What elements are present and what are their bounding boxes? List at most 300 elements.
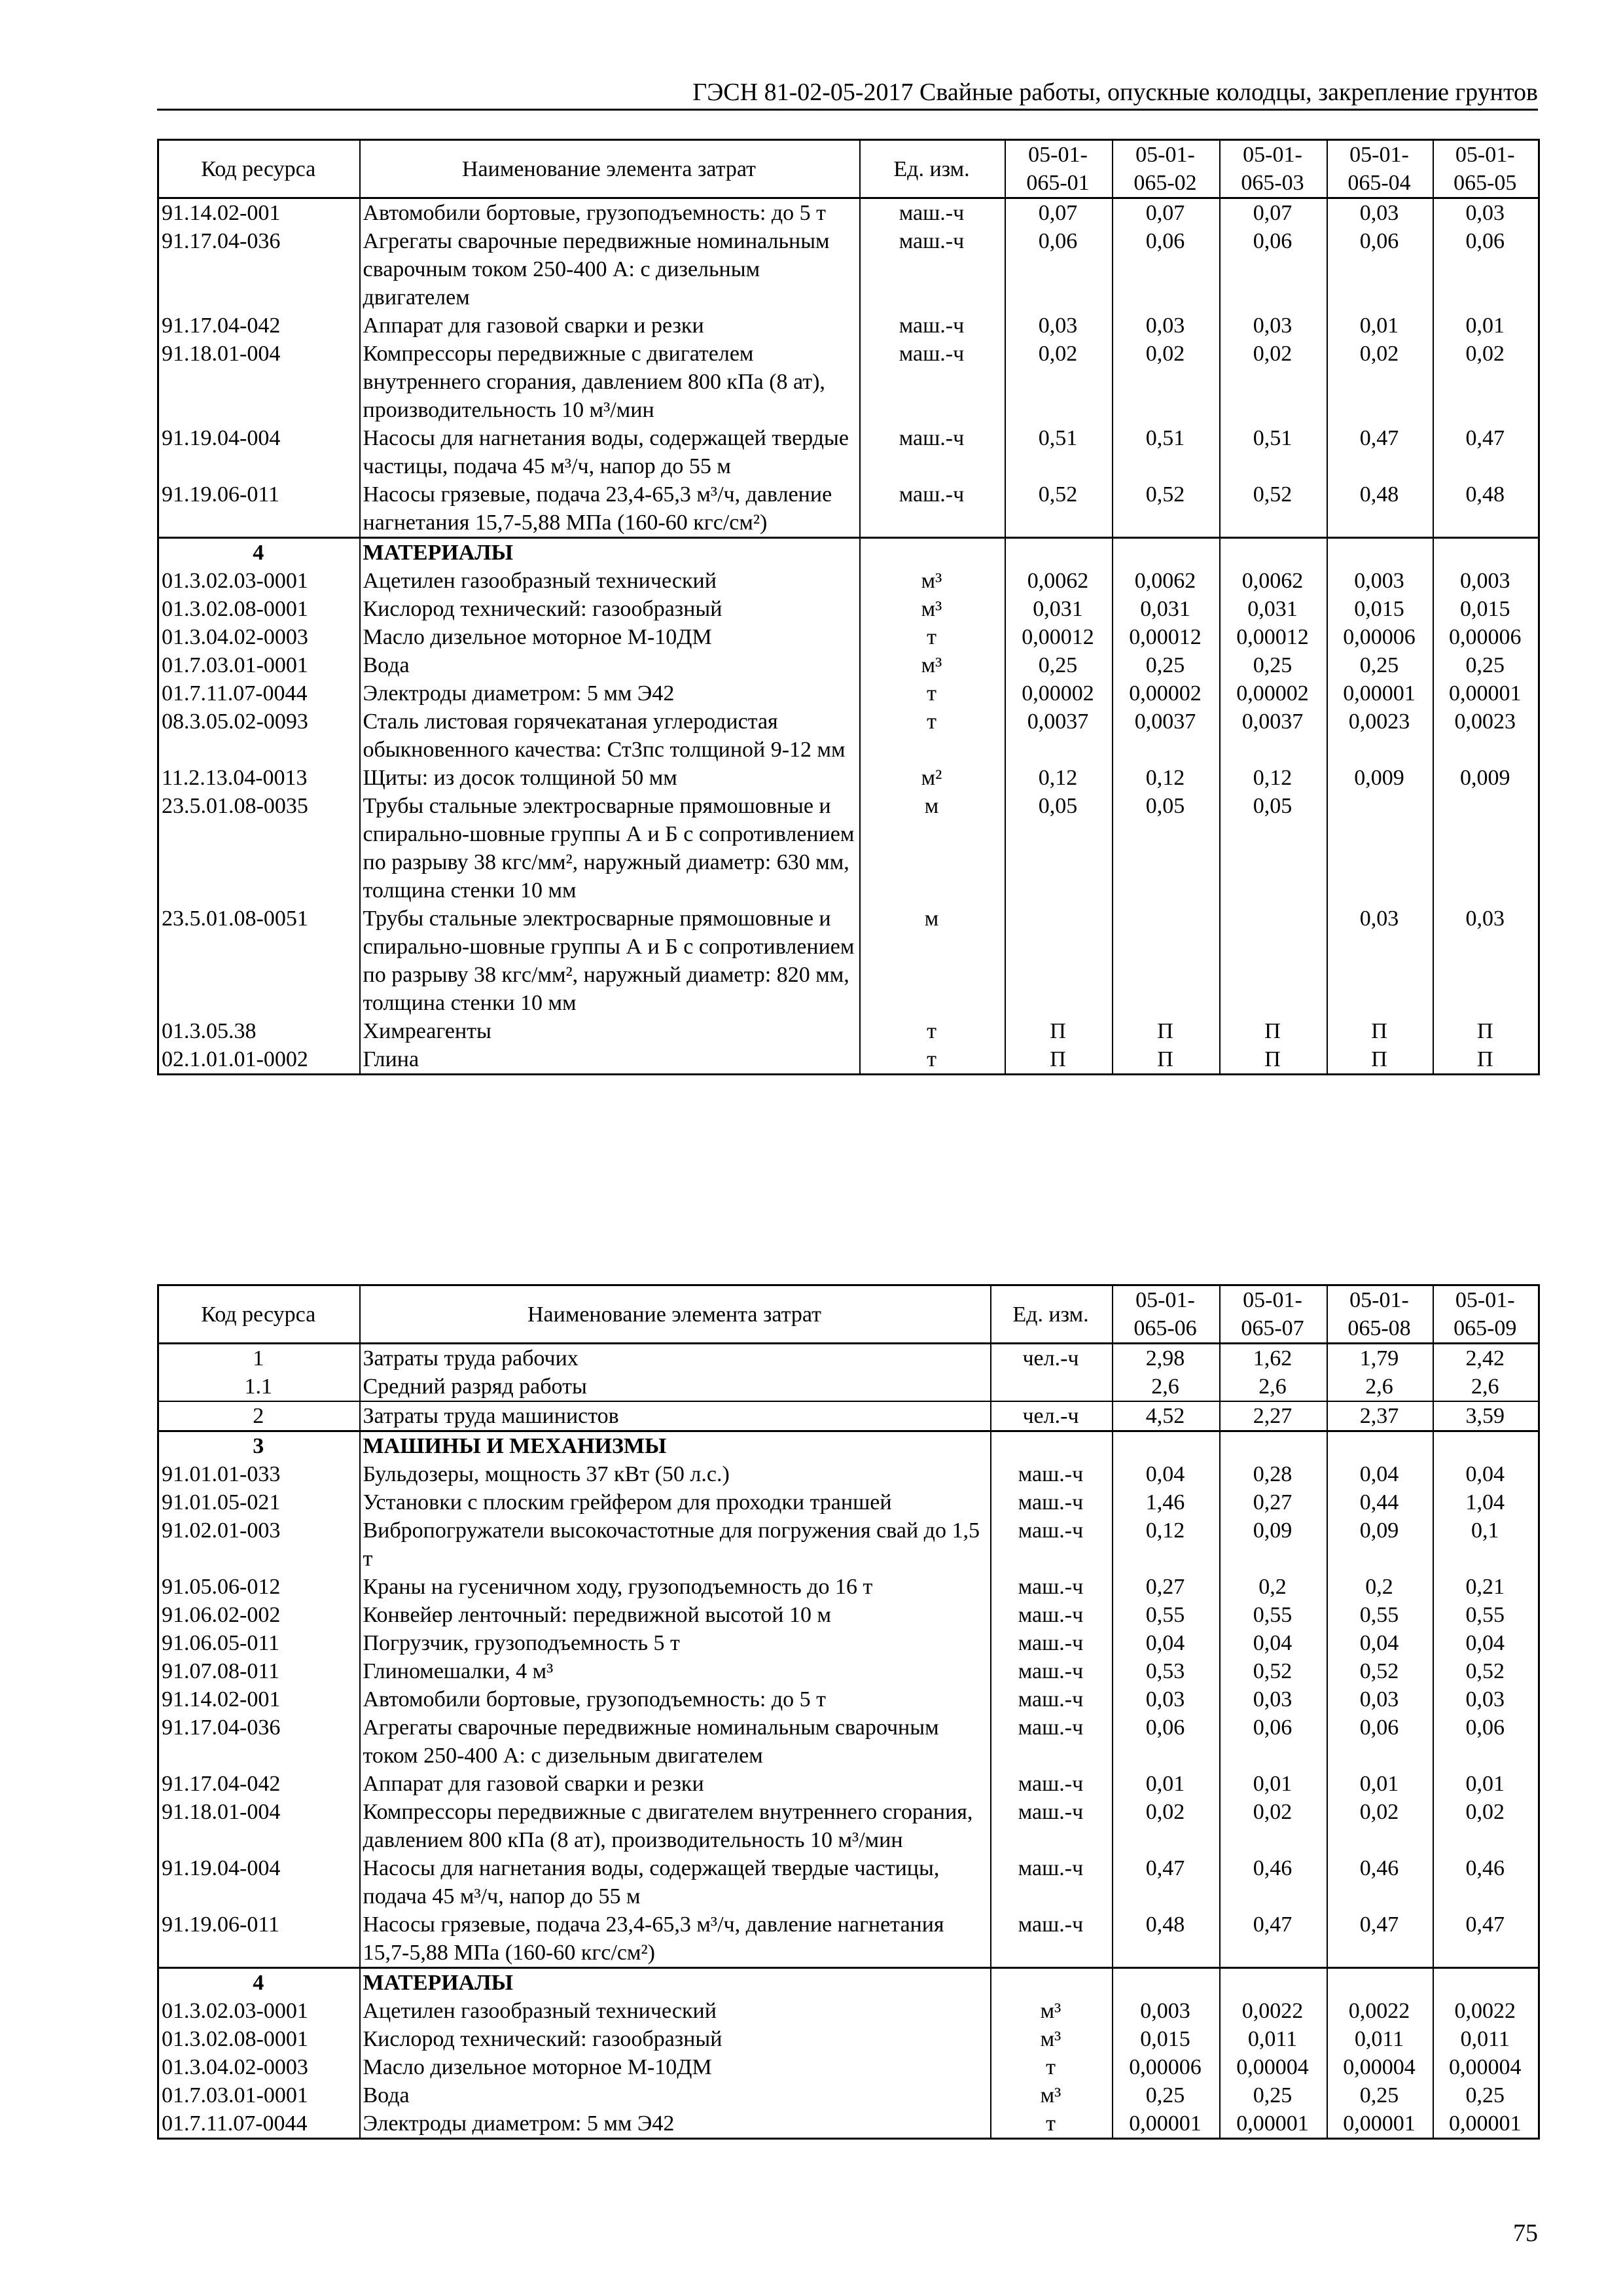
resource-value: 0,47 [1433,1910,1539,1968]
table-row [158,595,1539,623]
resource-value [1220,905,1327,1017]
resource-value: 0,0023 [1433,708,1539,764]
resource-value: 2,6 [1327,1372,1433,1401]
resource-value: 0,06 [1433,227,1539,312]
table-row [158,198,1539,228]
table-row [158,1685,1539,1713]
header-unit: Ед. изм. [991,1285,1113,1344]
resource-value: 0,02 [1327,340,1433,424]
resource-value: 0,09 [1327,1516,1433,1573]
resource-value: 0,2 [1220,1573,1327,1601]
resource-code: 01.3.02.08-0001 [162,2027,308,2051]
resource-unit: т [860,623,1005,651]
resource-unit: т [860,679,1005,708]
resource-code: 91.17.04-036 [162,229,281,253]
resource-value: 0,003 [1113,1997,1220,2025]
resource-code: 3 [158,1431,360,1461]
resource-value: 0,53 [1113,1657,1220,1685]
resource-value: 0,47 [1220,1910,1327,1968]
header-col: 05-01- 065-07 [1220,1285,1327,1344]
resource-value: 0,0062 [1220,567,1327,595]
resource-code: 01.7.03.01-0001 [162,653,308,677]
resource-value: 0,011 [1433,2025,1539,2053]
resource-unit: т [991,2053,1113,2081]
resource-value: 0,015 [1113,2025,1220,2053]
resource-code: 11.2.13.04-0013 [162,766,308,790]
header-col: 05-01- 065-06 [1113,1285,1220,1344]
resource-value: 0,03 [1327,198,1433,228]
resource-unit [991,1372,1113,1401]
resource-unit: т [860,1017,1005,1045]
resource-code: 01.3.02.03-0001 [162,569,308,593]
resource-name: Краны на гусеничном ходу, грузоподъемность до 16 т [360,1573,991,1601]
resource-value: 0,009 [1327,764,1433,792]
resource-name: Химреагенты [360,1017,860,1045]
table-row [158,1854,1539,1910]
resource-value: 0,12 [1113,764,1220,792]
resource-name: Аппарат для газовой сварки и резки [360,312,860,340]
running-header: ГЭСН 81-02-05-2017 Свайные работы, опускные колодцы, закрепление грунтов [692,79,1538,106]
table-row [158,623,1539,651]
resource-value: 0,48 [1433,480,1539,538]
resource-unit: м [860,792,1005,905]
resource-value: 0,28 [1220,1460,1327,1488]
resource-code: 91.18.01-004 [162,342,281,366]
resource-code: 01.3.05.38 [162,1019,257,1043]
resource-value: П [1220,1017,1327,1045]
table-row [158,1601,1539,1629]
resource-value: 0,55 [1220,1601,1327,1629]
resource-unit: маш.-ч [991,1488,1113,1516]
resource-name: Средний разряд работы [360,1372,991,1401]
resource-value: 0,0023 [1327,708,1433,764]
resource-value: 0,03 [1220,312,1327,340]
table-row [158,567,1539,595]
resource-value: 0,52 [1005,480,1113,538]
resource-value: 0,04 [1113,1629,1220,1657]
table-header [158,140,1539,198]
table-row [158,764,1539,792]
resource-value: 0,02 [1113,340,1220,424]
resource-name: Трубы стальные электросварные прямошовные и спирально-шовные группы А и Б с сопротивлением по разрыву 38 кгс/мм², наружный диаметр: 630 мм, толщина стенки 10 мм [360,792,860,905]
resource-value: 0,031 [1220,595,1327,623]
resource-value: 0,00012 [1220,623,1327,651]
resource-value: 0,03 [1327,905,1433,1017]
resource-value: 0,01 [1433,1770,1539,1798]
resource-code: 91.01.05-021 [162,1490,281,1515]
table-row [158,1401,1539,1431]
resource-value: 0,015 [1433,595,1539,623]
resource-unit: маш.-ч [991,1601,1113,1629]
resource-value: 0,27 [1113,1573,1220,1601]
table-row [158,1629,1539,1657]
resource-unit: т [860,708,1005,764]
resource-value: 0,27 [1220,1488,1327,1516]
resource-value: 0,51 [1005,424,1113,480]
resource-name: Компрессоры передвижные с двигателем внутреннего сгорания, давлением 800 кПа (8 ат), производительность 10 м³/мин [360,340,860,424]
resource-value: 0,47 [1113,1854,1220,1910]
resource-value: 0,12 [1220,764,1327,792]
table-row [158,1045,1539,1075]
resource-name: Автомобили бортовые, грузоподъемность: до 5 т [360,1685,991,1713]
table-row [158,792,1539,905]
resource-unit: маш.-ч [991,1798,1113,1854]
resource-name: Автомобили бортовые, грузоподъемность: до 5 т [360,198,860,228]
resource-name: МАТЕРИАЛЫ [360,1968,991,1998]
table-row [158,312,1539,340]
resource-name: Трубы стальные электросварные прямошовные и спирально-шовные группы А и Б с сопротивлением по разрыву 38 кгс/мм², наружный диаметр: 820 мм, толщина стенки 10 мм [360,905,860,1017]
table-row [158,1488,1539,1516]
header-col: 05-01- 065-08 [1327,1285,1433,1344]
resource-value: 0,04 [1327,1460,1433,1488]
resource-value: 0,25 [1433,651,1539,679]
resource-code: 91.18.01-004 [162,1800,281,1824]
table-row [158,424,1539,480]
table-row [158,1344,1539,1373]
resource-unit: маш.-ч [860,480,1005,538]
resource-value [1005,538,1113,567]
resource-value: 0,0022 [1433,1997,1539,2025]
resource-value: 0,03 [1113,312,1220,340]
resource-value [1113,905,1220,1017]
resource-value: П [1005,1045,1113,1075]
resource-value: 0,0022 [1220,1997,1327,2025]
resource-value: 0,0022 [1327,1997,1433,2025]
resource-value: 0,06 [1220,227,1327,312]
resource-value: 0,52 [1220,1657,1327,1685]
table-row [158,1997,1539,2025]
resource-value: 0,00006 [1433,623,1539,651]
resource-value: 0,52 [1220,480,1327,538]
resource-value: 0,07 [1113,198,1220,228]
header-name: Наименование элемента затрат [360,140,860,198]
table-row [158,651,1539,679]
resource-value: 0,03 [1113,1685,1220,1713]
resource-value: 0,02 [1433,1798,1539,1854]
resource-value: 0,02 [1220,1798,1327,1854]
table-row [158,227,1539,312]
header-name: Наименование элемента затрат [360,1285,991,1344]
resource-code: 91.19.04-004 [162,1856,281,1880]
resource-value: 0,00002 [1005,679,1113,708]
resource-value [1327,538,1433,567]
resource-value: 0,55 [1433,1601,1539,1629]
resource-code: 91.17.04-042 [162,1772,281,1796]
table-row [158,2081,1539,2109]
resource-value: 0,03 [1327,1685,1433,1713]
resource-code: 1 [253,1346,264,1371]
resource-value: 0,46 [1327,1854,1433,1910]
resource-unit: маш.-ч [991,1573,1113,1601]
resource-value: 4,52 [1113,1401,1220,1431]
resource-value: 0,031 [1005,595,1113,623]
resource-value: 2,6 [1220,1372,1327,1401]
resource-unit [991,1968,1113,1998]
resource-value: 1,46 [1113,1488,1220,1516]
header-col: 05-01- 065-05 [1433,140,1539,198]
resource-value [1220,1431,1327,1461]
resource-value: 1,62 [1220,1344,1327,1373]
resource-value: 0,00006 [1113,2053,1220,2081]
resource-name: Кислород технический: газообразный [360,2025,991,2053]
resource-name: Вибропогружатели высокочастотные для погружения свай до 1,5 т [360,1516,991,1573]
resource-value: 0,06 [1327,1713,1433,1770]
resource-name: Компрессоры передвижные с двигателем внутреннего сгорания, давлением 800 кПа (8 ат), производительность 10 м³/мин [360,1798,991,1854]
resource-value: 0,25 [1113,2081,1220,2109]
resource-value [1113,1968,1220,1998]
resource-value: 0,09 [1220,1516,1327,1573]
resource-value: П [1327,1045,1433,1075]
resource-value: П [1113,1045,1220,1075]
resource-code: 01.3.02.03-0001 [162,1999,308,2023]
resource-value: 0,00004 [1220,2053,1327,2081]
resource-value: 0,00006 [1327,623,1433,651]
resource-value [1433,1968,1539,1998]
header-col: 05-01- 065-04 [1327,140,1433,198]
resource-table-2 [157,1284,1540,2140]
resource-name: Погрузчик, грузоподъемность 5 т [360,1629,991,1657]
resource-value: 0,00004 [1433,2053,1539,2081]
resource-code: 01.3.04.02-0003 [162,625,308,649]
table-row [158,2025,1539,2053]
table-row [158,2109,1539,2139]
resource-value: 0,0037 [1113,708,1220,764]
resource-unit: маш.-ч [991,1685,1113,1713]
resource-code: 2 [158,1401,360,1431]
resource-value: 0,00012 [1113,623,1220,651]
resource-code: 1.1 [244,1374,272,1399]
resource-name: Глиномешалки, 4 м³ [360,1657,991,1685]
resource-name: Затраты труда машинистов [360,1401,991,1431]
table-header [158,1285,1539,1344]
resource-code: 23.5.01.08-0035 [162,794,308,818]
header-col: 05-01- 065-09 [1433,1285,1539,1344]
resource-value: 0,03 [1005,312,1113,340]
resource-value: 0,05 [1220,792,1327,905]
resource-code: 91.19.06-011 [162,1912,280,1937]
resource-code: 91.06.02-002 [162,1603,281,1627]
table-row [158,1770,1539,1798]
resource-code: 91.07.08-011 [162,1659,280,1683]
resource-value: 0,00001 [1327,2109,1433,2139]
section-row [158,1431,1539,1461]
table-row [158,708,1539,764]
table-row [158,1910,1539,1968]
header-code: Код ресурса [158,140,360,198]
resource-value: 0,00001 [1433,2109,1539,2139]
resource-value: 0,06 [1433,1713,1539,1770]
resource-value: 2,27 [1220,1401,1327,1431]
resource-unit: т [991,2109,1113,2139]
table-row [158,679,1539,708]
resource-value: 0,011 [1220,2025,1327,2053]
resource-value: 1,04 [1433,1488,1539,1516]
resource-code: 91.14.02-001 [162,1687,281,1712]
resource-value: 0,01 [1327,312,1433,340]
header-unit: Ед. изм. [860,140,1005,198]
resource-name: МАШИНЫ И МЕХАНИЗМЫ [360,1431,991,1461]
resource-value: 0,003 [1433,567,1539,595]
resource-value: 0,06 [1113,227,1220,312]
resource-value: 0,015 [1327,595,1433,623]
table-row [158,1516,1539,1573]
resource-value: 0,55 [1113,1601,1220,1629]
resource-name: Кислород технический: газообразный [360,595,860,623]
resource-value [1113,538,1220,567]
resource-unit: маш.-ч [860,227,1005,312]
resource-code: 01.7.11.07-0044 [162,2111,308,2136]
resource-value: 0,04 [1327,1629,1433,1657]
resource-name: Вода [360,2081,991,2109]
resource-code: 02.1.01.01-0002 [162,1047,308,1071]
resource-value: 0,031 [1113,595,1220,623]
resource-name: Бульдозеры, мощность 37 кВт (50 л.с.) [360,1460,991,1488]
resource-unit: м³ [991,2025,1113,2053]
resource-value: 0,00001 [1433,679,1539,708]
resource-code: 91.19.04-004 [162,426,281,450]
resource-value: 0,03 [1433,198,1539,228]
resource-value: 0,00004 [1327,2053,1433,2081]
resource-value: 0,12 [1113,1516,1220,1573]
resource-value: 0,02 [1220,340,1327,424]
table-row [158,2053,1539,2081]
resource-value: 0,02 [1005,340,1113,424]
resource-name: Ацетилен газообразный технический [360,1997,991,2025]
resource-name: Насосы грязевые, подача 23,4-65,3 м³/ч, давление нагнетания 15,7-5,88 МПа (160-60 кгс/см²) [360,480,860,538]
resource-unit: т [860,1045,1005,1075]
resource-code: 91.14.02-001 [162,201,281,225]
resource-value: 0,04 [1220,1629,1327,1657]
resource-unit: маш.-ч [991,1657,1113,1685]
resource-value: 0,51 [1113,424,1220,480]
resource-value: П [1220,1045,1327,1075]
resource-value: 2,42 [1433,1344,1539,1373]
resource-table-1 [157,139,1540,1075]
resource-code: 91.17.04-042 [162,314,281,338]
resource-value: 0,03 [1433,905,1539,1017]
resource-value: 0,52 [1327,1657,1433,1685]
resource-value [1327,792,1433,905]
resource-unit: м³ [860,595,1005,623]
resource-unit: м³ [860,567,1005,595]
resource-value: 0,48 [1113,1910,1220,1968]
resource-value [1327,1968,1433,1998]
resource-value: 0,25 [1005,651,1113,679]
resource-code: 91.05.06-012 [162,1575,281,1599]
resource-value: 0,07 [1005,198,1113,228]
resource-name: Агрегаты сварочные передвижные номинальным сварочным током 250-400 А: с дизельным двигателем [360,1713,991,1770]
header-col: 05-01- 065-02 [1113,140,1220,198]
resource-value: 0,0037 [1220,708,1327,764]
table-row [158,480,1539,538]
resource-value: 0,52 [1113,480,1220,538]
header-col: 05-01- 065-03 [1220,140,1327,198]
resource-unit: м [860,905,1005,1017]
resource-value: П [1113,1017,1220,1045]
resource-code: 91.17.04-036 [162,1715,281,1740]
resource-unit [991,1431,1113,1461]
resource-value: 0,00001 [1220,2109,1327,2139]
resource-name: Электроды диаметром: 5 мм Э42 [360,679,860,708]
resource-code: 91.19.06-011 [162,482,280,507]
table-row [158,1372,1539,1401]
resource-code: 01.7.03.01-0001 [162,2083,308,2108]
resource-unit: маш.-ч [860,198,1005,228]
header-rule [157,109,1538,111]
resource-value [1433,792,1539,905]
resource-value: 0,04 [1113,1460,1220,1488]
resource-name: Вода [360,651,860,679]
resource-value: 0,44 [1327,1488,1433,1516]
resource-value: 0,25 [1220,651,1327,679]
resource-name: МАТЕРИАЛЫ [360,538,860,567]
resource-value: 0,02 [1433,340,1539,424]
resource-value: 0,0062 [1113,567,1220,595]
header-col: 05-01- 065-01 [1005,140,1113,198]
resource-value [1005,905,1113,1017]
resource-value: 0,05 [1005,792,1113,905]
table-row [158,340,1539,424]
table-row [158,1657,1539,1685]
resource-value: 0,47 [1433,424,1539,480]
resource-name: Масло дизельное моторное М-10ДМ [360,623,860,651]
resource-value: 0,25 [1327,2081,1433,2109]
resource-unit: маш.-ч [991,1854,1113,1910]
resource-name: Ацетилен газообразный технический [360,567,860,595]
resource-value: 2,98 [1113,1344,1220,1373]
resource-name: Масло дизельное моторное М-10ДМ [360,2053,991,2081]
section-row [158,538,1539,567]
resource-name: Аппарат для газовой сварки и резки [360,1770,991,1798]
resource-name: Насосы для нагнетания воды, содержащей твердые частицы, подача 45 м³/ч, напор до 55 м [360,1854,991,1910]
resource-code: 91.06.05-011 [162,1631,280,1655]
resource-value: 0,03 [1433,1685,1539,1713]
table-row [158,1460,1539,1488]
resource-unit: чел.-ч [991,1344,1113,1373]
resource-name: Глина [360,1045,860,1075]
resource-unit: чел.-ч [991,1401,1113,1431]
resource-value: 0,0062 [1005,567,1113,595]
resource-unit: маш.-ч [991,1910,1113,1968]
resource-value: 0,06 [1220,1713,1327,1770]
table-row [158,1017,1539,1045]
resource-unit: маш.-ч [860,424,1005,480]
resource-name: Насосы грязевые, подача 23,4-65,3 м³/ч, давление нагнетания 15,7-5,88 МПа (160-60 кгс/см²) [360,1910,991,1968]
resource-name: Щиты: из досок толщиной 50 мм [360,764,860,792]
resource-value: 0,02 [1327,1798,1433,1854]
resource-code: 91.01.01-033 [162,1462,281,1486]
resource-value: 0,05 [1113,792,1220,905]
resource-value: 0,06 [1113,1713,1220,1770]
resource-code: 91.02.01-003 [162,1518,281,1543]
resource-value: 0,02 [1113,1798,1220,1854]
resource-value: 0,011 [1327,2025,1433,2053]
resource-value: 2,37 [1327,1401,1433,1431]
resource-value: 0,48 [1327,480,1433,538]
table-row [158,1573,1539,1601]
resource-value: 0,46 [1220,1854,1327,1910]
header-code: Код ресурса [158,1285,360,1344]
resource-value: 0,04 [1433,1460,1539,1488]
resource-unit: маш.-ч [991,1713,1113,1770]
resource-value: 0,01 [1220,1770,1327,1798]
resource-value [1433,538,1539,567]
resource-name: Насосы для нагнетания воды, содержащей твердые частицы, подача 45 м³/ч, напор до 55 м [360,424,860,480]
resource-value: 0,21 [1433,1573,1539,1601]
resource-value [1220,1968,1327,1998]
resource-unit: м³ [991,2081,1113,2109]
resource-value: 0,52 [1433,1657,1539,1685]
